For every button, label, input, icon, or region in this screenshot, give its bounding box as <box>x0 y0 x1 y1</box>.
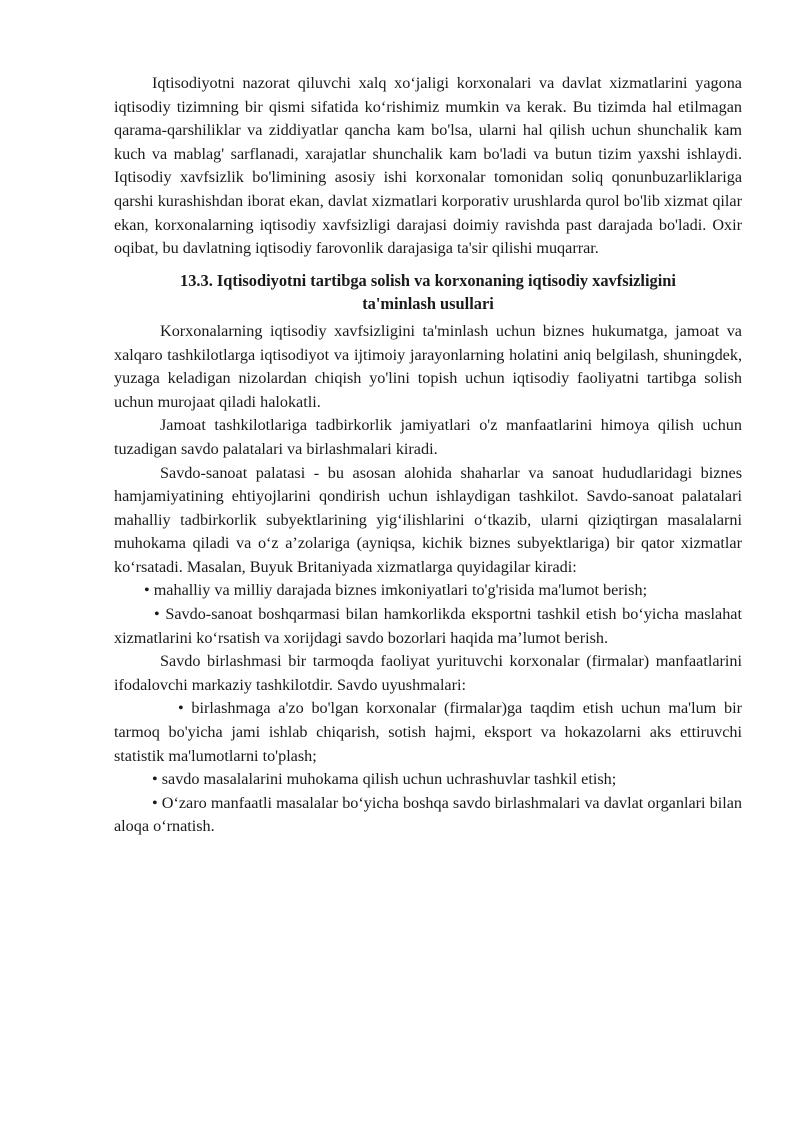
paragraph-trade-association: Savdo birlashmasi bir tarmoqda faoliyat yurituvchi korxonalar (firmalar) manfaatlarini ifodalovchi markaziy tashkilotdir. Savdo uyushmalari: <box>114 652 742 694</box>
bullet-statistics: • birlashmaga a'zo bo'lgan korxonalar (firmalar)ga taqdim etish uchun ma'lum bir tarmoq bo'yicha jami ishlab chiqarish, sotish hajmi, eksport va hokazolarni aks ettiruvchi statistik ma'lumotlarni to'plash; <box>114 699 742 765</box>
bullet-meetings: • savdo masalalarini muhokama qilish uchun uchrashuvlar tashkil etish; <box>152 770 617 789</box>
section-heading-line-2: ta'minlash usullari <box>362 294 494 314</box>
section-heading <box>114 269 742 316</box>
bullet-relations: • O‘zaro manfaatli masalalar bo‘yicha boshqa savdo birlashmalari va davlat organlari bilan aloqa o‘rnatish. <box>114 793 742 836</box>
paragraph-public-organizations: Jamoat tashkilotlariga tadbirkorlik jamiyatlari o'z manfaatlarini himoya qilish uchun tuzadigan savdo palatalari va birlashmalari kiradi. <box>114 416 742 458</box>
paragraph-chamber-of-commerce: Savdo-sanoat palatasi - bu asosan alohida shaharlar va sanoat hududlaridagi biznes hamjamiyatining ehtiyojlarini qondirish uchun ishlaydigan tashkilot. Savdo-sanoat palatalari mahalliy tadbirkorlik subyektlarining yig‘ilishlarini o‘tkazib, ularni qiziqtirgan masalalarni muhokama qiladi va o‘z a’zolariga (ayniqsa, kichik biznes subyektlariga) bir qator xizmatlar ko‘rsatadi. Masalan, Buyuk Britaniyada xizmatlarga quyidagilar kiradi: <box>114 463 742 576</box>
document-page <box>114 72 742 839</box>
intro-paragraph: Iqtisodiyotni nazorat qiluvchi xalq xo‘jaligi korxonalari va davlat xizmatlarini yagona iqtisodiy tizimning bir qismi sifatida ko‘rishimiz mumkin va kerak. Bu tizimda hal etilmagan qarama-qarshiliklar va ziddiyatlar qancha kam bo'lsa, ularni hal qilish uchun shunchalik kam kuch va mablag' sarflanadi, xarajatlar shunchalik kam bo'ladi va butun tizim yaxshi ishlaydi. Iqtisodiy xavfsizlik bo'limining asosiy ishi korxonalar tomonidan soliq qonunbuzarliklariga qarshi kurashishdan iborat ekan, davlat xizmatlari korporativ urushlarda qurol bo'lib xizmat qilar ekan, korxonalarning iqtisodiy xavfsizligi darajasi doimiy ravishda past darajada bo'ladi. Oxir oqibat, bu davlatning iqtisodiy farovonlik darajasiga ta'sir qilishi muqarrar. <box>114 74 742 258</box>
bullet-export-advice: • Savdo-sanoat boshqarmasi bilan hamkorlikda eksportni tashkil etish bo‘yicha maslahat xizmatlarini ko‘rsatish va xorijdagi savdo bozorlari haqida ma’lumot berish. <box>114 605 742 647</box>
bullet-business-info: • mahalliy va milliy darajada biznes imkoniyatlari to'g'risida ma'lumot berish; <box>144 581 648 600</box>
paragraph-business-security: Korxonalarning iqtisodiy xavfsizligini ta'minlash uchun biznes hukumatga, jamoat va xalqaro tashkilotlarga iqtisodiyot va ijtimoiy jarayonlarning holatini aniq belgilash, shuningdek, yuzaga keladigan nizolardan chiqish yo'lini topish uchun iqtisodiy faoliyatni tartibga solish uchun murojaat qiladi halokatli. <box>114 321 742 411</box>
section-heading-line-1: 13.3. Iqtisodiyotni tartibga solish va korxonaning iqtisodiy xavfsizligini <box>180 270 676 290</box>
